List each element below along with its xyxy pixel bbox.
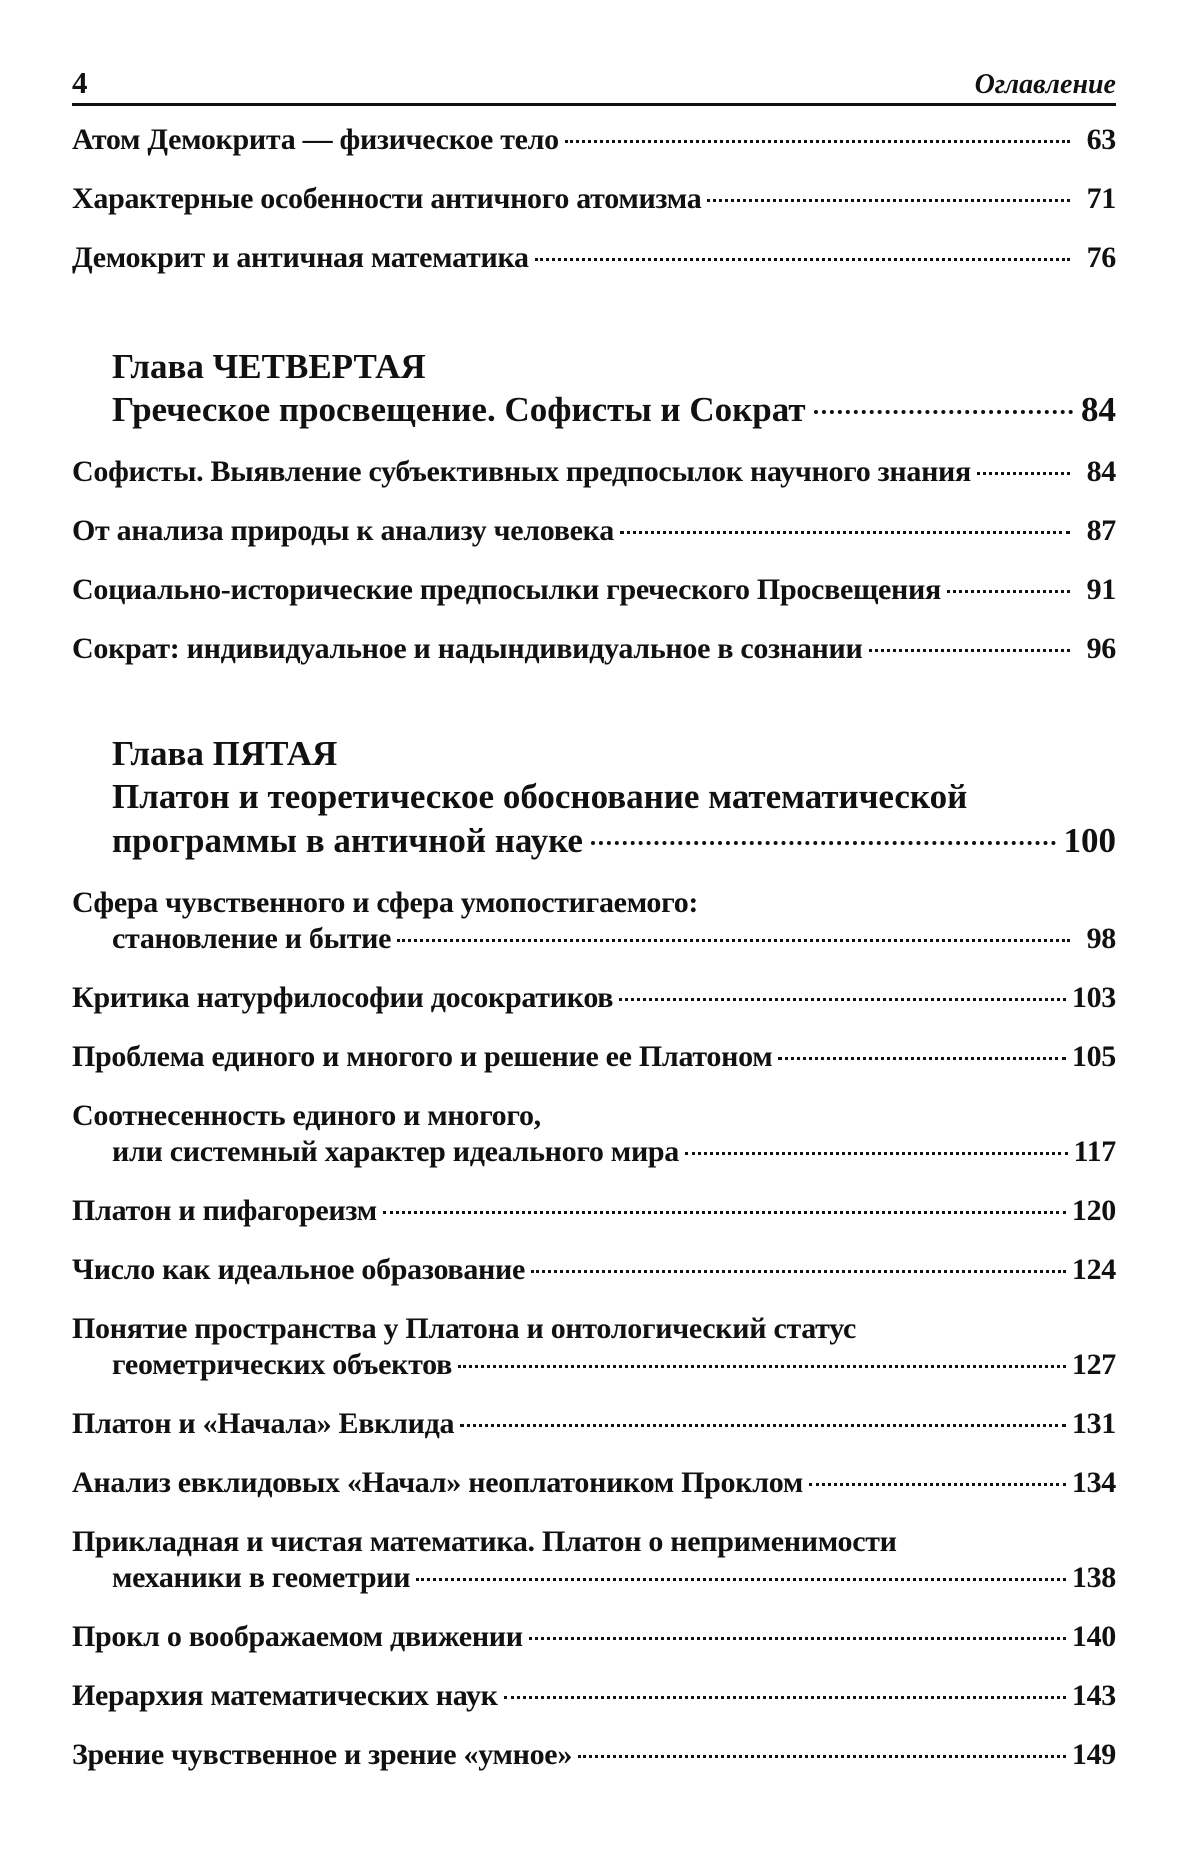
toc-entry[interactable] — [72, 631, 1116, 667]
toc-entry[interactable] — [72, 1619, 1116, 1655]
toc-entry-title-line2: становление и бытие — [112, 922, 392, 955]
toc-entry[interactable] — [72, 1311, 1116, 1383]
toc-entry[interactable] — [72, 885, 1116, 957]
dot-leader — [578, 1755, 1066, 1758]
toc-entry-page: 87 — [1086, 514, 1116, 547]
toc-entry-title-line1: Сфера чувственного и сфера умопостигаемого: — [72, 886, 699, 919]
dot-leader — [591, 841, 1056, 845]
toc-entry-page: 138 — [1071, 1561, 1116, 1594]
toc-entry[interactable] — [72, 513, 1116, 549]
dot-leader — [814, 410, 1073, 414]
toc-entry-page: 105 — [1071, 1040, 1116, 1073]
dot-leader — [565, 140, 1070, 143]
dot-leader — [869, 649, 1071, 652]
toc-entry[interactable] — [72, 1098, 1116, 1170]
toc-entry[interactable] — [72, 122, 1116, 158]
toc-entry-title-line2: геометрических объектов — [112, 1348, 453, 1381]
toc-entry[interactable] — [72, 1524, 1116, 1596]
dot-leader — [619, 998, 1066, 1001]
dot-leader — [947, 590, 1070, 593]
toc-entry-page: 140 — [1071, 1620, 1116, 1653]
toc-entry-title: Характерные особенности античного атомизма — [72, 182, 702, 215]
dot-leader — [778, 1057, 1066, 1060]
toc-entry-title-line1: Прикладная и чистая математика. Платон о неприменимости — [72, 1525, 897, 1558]
toc-entry-title: От анализа природы к анализу человека — [72, 514, 614, 547]
toc-entry-page: 131 — [1071, 1407, 1116, 1440]
chapter-label: Глава ЧЕТВЕРТАЯ — [112, 347, 426, 386]
dot-leader — [620, 531, 1070, 534]
toc-entry[interactable] — [72, 181, 1116, 217]
dot-leader — [809, 1483, 1066, 1486]
dot-leader — [685, 1152, 1068, 1155]
toc-entry-page: 149 — [1071, 1738, 1116, 1771]
chapter-heading-4[interactable] — [72, 346, 1116, 432]
toc-entry-title: Платон и пифагореизм — [72, 1194, 377, 1227]
toc-entry-page: 71 — [1086, 182, 1116, 215]
toc-entry-page: 120 — [1071, 1194, 1116, 1227]
toc-entry-title: Атом Демокрита — физическое тело — [72, 123, 559, 156]
toc-entry-title: Демокрит и античная математика — [72, 241, 529, 274]
toc-entry-page: 91 — [1086, 573, 1116, 606]
toc-entry[interactable] — [72, 1465, 1116, 1501]
toc-entry[interactable] — [72, 1193, 1116, 1229]
chapter-title-line2: программы в античной науке — [112, 821, 583, 860]
toc-entry-page: 84 — [1086, 455, 1116, 488]
toc-entry-title: Социально-исторические предпосылки греческого Просвещения — [72, 573, 941, 606]
toc-entry-page: 124 — [1071, 1253, 1116, 1286]
running-title: Оглавление — [974, 69, 1116, 100]
chapter-title-line1: Платон и теоретическое обоснование математической — [112, 777, 968, 816]
chapter-heading-5[interactable] — [72, 733, 1116, 863]
toc-entry-page: 76 — [1086, 241, 1116, 274]
toc-entry-page: 98 — [1086, 922, 1116, 955]
toc-entry-page: 63 — [1086, 123, 1116, 156]
dot-leader — [977, 472, 1070, 475]
toc-entry-page: 127 — [1071, 1348, 1116, 1381]
toc-entry-title: Платон и «Начала» Евклида — [72, 1407, 455, 1440]
chapter-page: 100 — [1063, 821, 1116, 860]
toc-entry-page: 134 — [1071, 1466, 1116, 1499]
dot-leader — [535, 258, 1070, 261]
chapter-label: Глава ПЯТАЯ — [112, 734, 338, 773]
running-header — [72, 66, 1116, 106]
toc-entry-page: 103 — [1071, 981, 1116, 1014]
dot-leader — [707, 199, 1070, 202]
toc-entry-title-line1: Соотнесенность единого и многого, — [72, 1099, 541, 1132]
dot-leader — [383, 1211, 1066, 1214]
toc-entry-title-line2: или системный характер идеального мира — [112, 1135, 680, 1168]
chapter-title: Греческое просвещение. Софисты и Сократ — [112, 390, 806, 429]
toc-entry-page: 117 — [1073, 1135, 1116, 1168]
toc-entry-title: Критика натурфилософии досократиков — [72, 981, 614, 1014]
toc-entry-title: Анализ евклидовых «Начал» неоплатоником Проклом — [72, 1466, 804, 1499]
toc-entry[interactable] — [72, 1737, 1116, 1773]
dot-leader — [529, 1637, 1066, 1640]
table-of-contents — [72, 122, 1116, 1796]
dot-leader — [397, 939, 1070, 942]
dot-leader — [531, 1270, 1066, 1273]
toc-entry-page: 96 — [1086, 632, 1116, 665]
toc-entry[interactable] — [72, 1039, 1116, 1075]
dot-leader — [416, 1578, 1066, 1581]
toc-entry-title: Софисты. Выявление субъективных предпосылок научного знания — [72, 455, 971, 488]
toc-entry-title-line2: механики в геометрии — [112, 1561, 411, 1594]
toc-entry-title: Зрение чувственное и зрение «умное» — [72, 1738, 573, 1771]
toc-entry[interactable] — [72, 1252, 1116, 1288]
toc-entry[interactable] — [72, 1678, 1116, 1714]
dot-leader — [460, 1424, 1066, 1427]
dot-leader — [504, 1696, 1066, 1699]
page-number: 4 — [72, 65, 88, 100]
toc-entry-page: 143 — [1071, 1679, 1116, 1712]
toc-entry-title: Прокл о воображаемом движении — [72, 1620, 523, 1653]
toc-entry[interactable] — [72, 1406, 1116, 1442]
toc-entry-title-line1: Понятие пространства у Платона и онтологический статус — [72, 1312, 857, 1345]
toc-entry[interactable] — [72, 572, 1116, 608]
chapter-page: 84 — [1081, 390, 1116, 429]
toc-entry[interactable] — [72, 980, 1116, 1016]
toc-entry-title: Иерархия математических наук — [72, 1679, 498, 1712]
dot-leader — [458, 1365, 1066, 1368]
toc-entry[interactable] — [72, 454, 1116, 490]
toc-entry-title: Проблема единого и многого и решение ее Платоном — [72, 1040, 773, 1073]
toc-entry-title: Число как идеальное образование — [72, 1253, 526, 1286]
toc-entry[interactable] — [72, 240, 1116, 276]
toc-entry-title: Сократ: индивидуальное и надындивидуальное в сознании — [72, 632, 863, 665]
